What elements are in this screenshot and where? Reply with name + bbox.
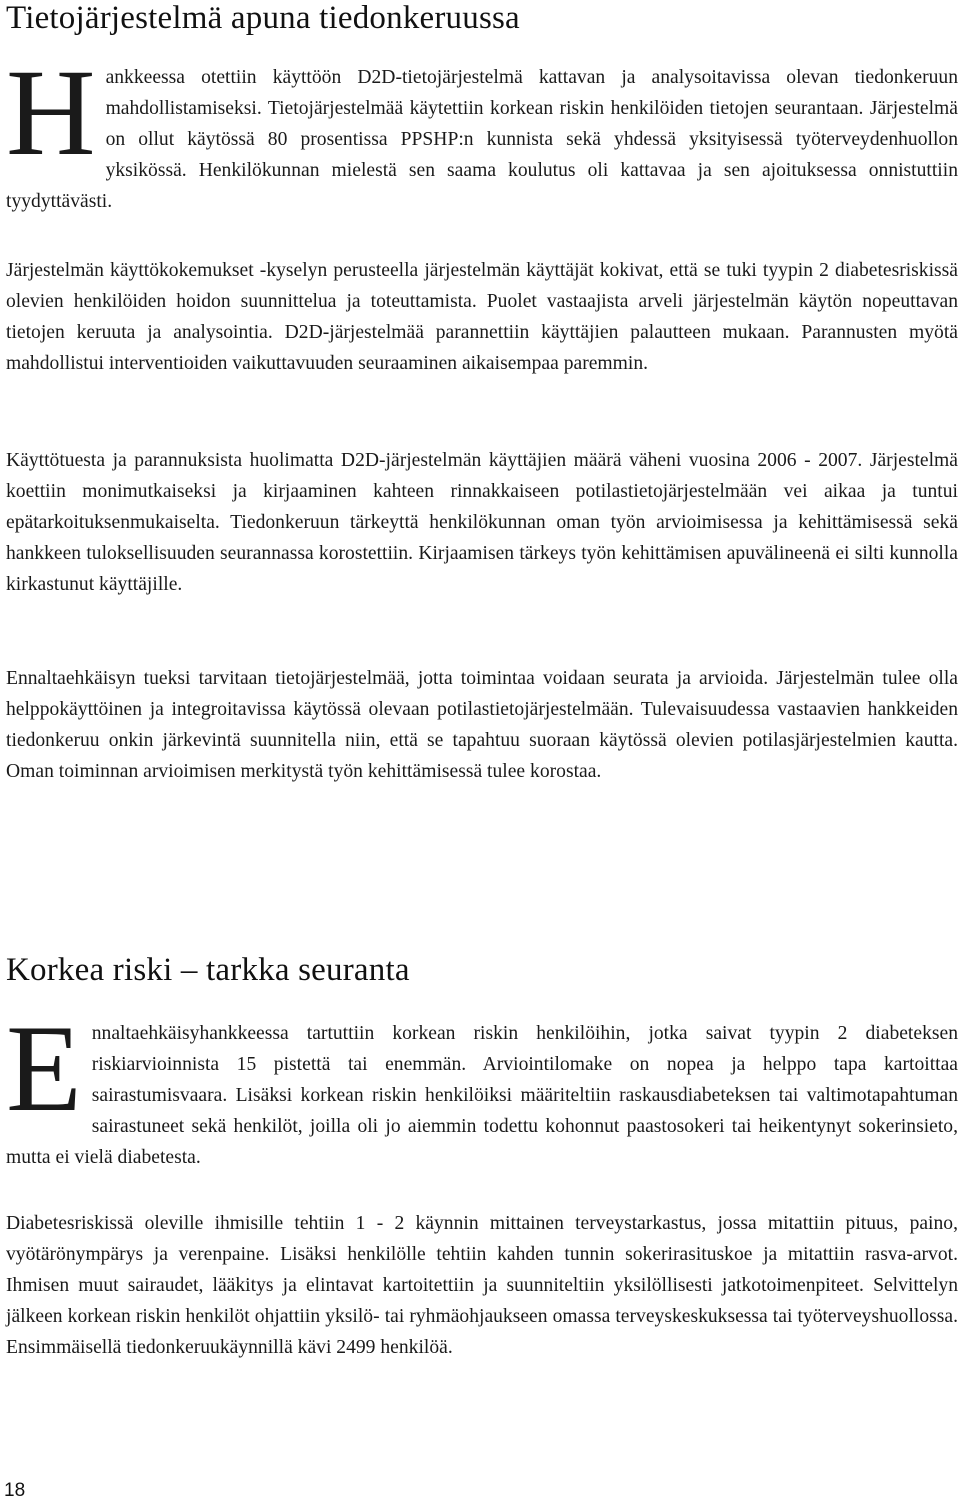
paragraph-user-experience: Järjestelmän käyttökokemukset -kyselyn perusteella järjestelmän käyttäjät kokivat, että se tuki tyypin 2 diabetesriskissä olevien henkilöiden hoidon suunnittelua ja toteuttamista. Puolet vastaajista arveli järjestelmän käytön nopeuttavan tietojen keruuta ja analysointia. D2D-järjestelmää parannettiin käyttäjien palautteen mukaan. Parannusten myötä mahdollistui interventioiden vaikuttavuuden seuraaminen aikaisempaa paremmin. [6, 260, 958, 374]
drop-cap-letter: H [6, 44, 96, 181]
paragraph-user-decline: Käyttötuesta ja parannuksista huolimatta D2D-järjestelmän käyttäjien määrä väheni vuosina 2006 - 2007. Järjestelmä koettiin monimutkaiseksi ja kirjaaminen kahteen rinnakkaiseen potilastietojärjestelmään vei aikaa ja tuntui epätarkoituksenmukaiselta. Tiedonkeruun tärkeyttä henkilökunnan oman työn arvioimisessa ja kehittämisessä sekä hankkeen tuloksellisuuden seurannassa korostettiin. Kirjaamisen tärkeys työn kehittämisen apuvälineenä ei silti kunnolla kirkastunut käyttäjille. [6, 450, 958, 595]
paragraph-intro [6, 44, 958, 217]
section-title-korkea-riski: Korkea riski – tarkka seuranta [6, 952, 410, 988]
paragraph-intro-text: ankkeessa otettiin käyttöön D2D-tietojärjestelmä kattavan ja analysoitavissa olevan tiedonkeruun mahdollistamiseksi. Tietojärjestelmää käytettiin korkean riskin henkilöiden tietojen seurantaan. Järjestelmä on ollut käytössä 80 prosentissa PPSHP:n kunnista sekä yhdessä yksityisessä työterveydenhuollon yksikössä. Henkilökunnan mielestä sen saama koulutus oli kattavaa ja sen ajoituksessa onnistuttiin tyydyttävästi. [6, 67, 958, 212]
paragraph-prevention-system: Ennaltaehkäisyn tueksi tarvitaan tietojärjestelmää, jotta toimintaa voidaan seurata ja arvioida. Järjestelmän tulee olla helppokäyttöinen ja integroitavissa käytössä olevaan potilastietojärjestelmään. Tulevaisuudessa vastaavien hankkeiden tiedonkeruu onkin järkevintä suunnitella niin, että se tapahtuu suoraan käytössä olevien potilasjärjestelmien kautta. Oman toiminnan arvioimisen merkitystä työn kehittämisessä tulee korostaa. [6, 668, 958, 782]
page-number: 18 [4, 1480, 26, 1501]
section-title-tietojarjestelma: Tietojärjestelmä apuna tiedonkeruussa [6, 0, 520, 36]
paragraph-high-risk-intro-text: nnaltaehkäisyhankkeessa tartuttiin korkean riskin henkilöihin, jotka saivat tyypin 2 diabeteksen riskiarvioinnista 15 pistettä tai enemmän. Arviointilomake on nopea ja helppo tapa kartoittaa sairastumisvaara. Lisäksi korkean riskin henkilöiksi määriteltiin raskausdiabeteksen tai valtimotapahtuman sairastuneet sekä henkilöt, joilla oli jo aiemmin todettu kohonnut paastosokeri tai heikentynyt sokerinsieto, mutta ei vielä diabetesta. [6, 1023, 958, 1168]
drop-cap-letter: E [6, 1000, 82, 1137]
paragraph-health-check: Diabetesriskissä oleville ihmisille tehtiin 1 - 2 käynnin mittainen terveystarkastus, jossa mitattiin pituus, paino, vyötärönympärys ja verenpaine. Lisäksi henkilölle tehtiin kahden tunnin sokerirasituskoe ja mitattiin rasva-arvot. Ihmisen muut sairaudet, lääkitys ja elintavat kartoitettiin ja suunniteltiin yksilöllisesti jatkotoimenpiteet. Selvittelyn jälkeen korkean riskin henkilöt ohjattiin yksilö- tai ryhmäohjaukseen omassa terveyskeskuksessa tai työterveyshuollossa. Ensimmäisellä tiedonkeruukäynnillä kävi 2499 henkilöä. [6, 1213, 958, 1358]
paragraph-high-risk-intro [6, 1000, 958, 1173]
